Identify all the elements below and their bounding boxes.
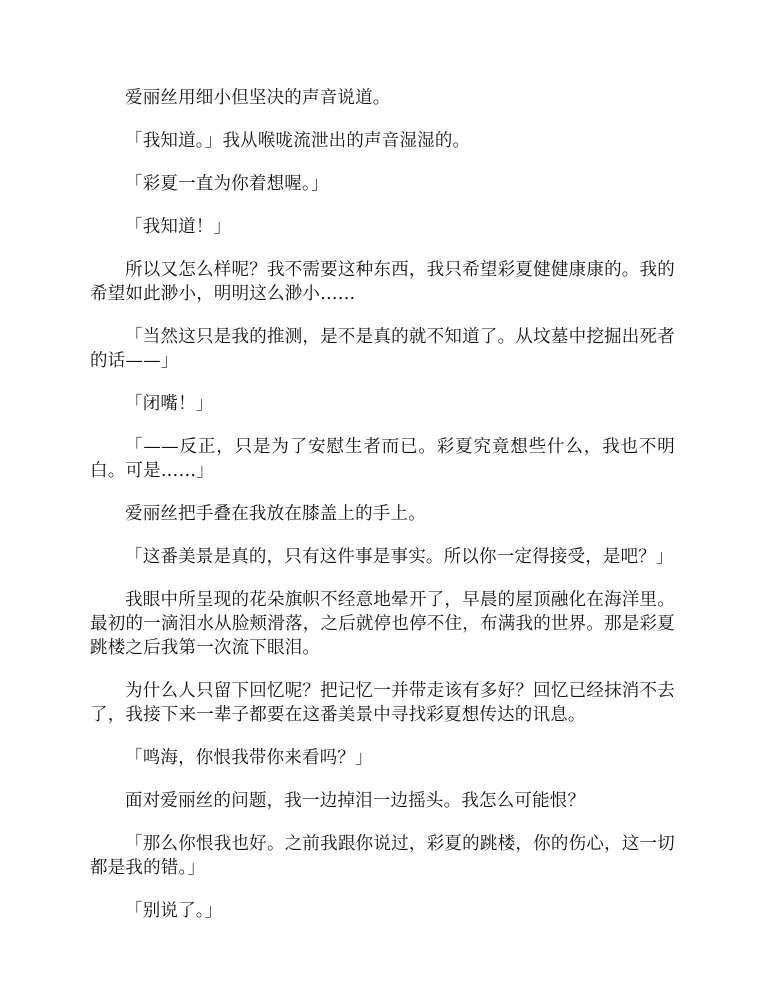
paragraph: 「——反正，只是为了安慰生者而已。彩夏究竟想些什么，我也不明白。可是……」 — [90, 437, 675, 481]
paragraph: 「闭嘴！」 — [125, 394, 214, 414]
paragraph: 为什么人只留下回忆呢？把记忆一并带走该有多好？回忆已经抹消不去了，我接下来一辈子都要在这番美景中寻找彩夏想传达的讯息。 — [90, 681, 675, 725]
paragraph: 「我知道。」我从喉咙流泄出的声音湿湿的。 — [125, 131, 471, 151]
paragraph: 「那么你恨我也好。之前我跟你说过，彩夏的跳楼，你的伤心，这一切都是我的错。」 — [90, 834, 675, 878]
paragraph: 「当然这只是我的推测，是不是真的就不知道了。从坟墓中挖掘出死者的话——」 — [90, 327, 675, 371]
paragraph: 「我知道！」 — [125, 217, 232, 237]
paragraph: 「这番美景是真的，只有这件事是事实。所以你一定得接受，是吧？」 — [125, 547, 674, 567]
paragraph: 爱丽丝用细小但坚决的声音说道。 — [125, 88, 391, 108]
document-page — [90, 86, 675, 942]
paragraph: 爱丽丝把手叠在我放在膝盖上的手上。 — [125, 504, 426, 524]
paragraph: 「鸣海，你恨我带你来看吗？」 — [125, 748, 373, 768]
paragraph: 所以又怎么样呢？我不需要这种东西，我只希望彩夏健健康康的。我的希望如此渺小，明明这么渺小…… — [90, 260, 675, 304]
paragraph: 「彩夏一直为你着想喔。」 — [125, 174, 329, 194]
paragraph: 面对爱丽丝的问题，我一边掉泪一边摇头。我怎么可能恨？ — [125, 791, 586, 811]
paragraph: 「别说了。」 — [125, 901, 223, 921]
paragraph: 我眼中所呈现的花朵旗帜不经意地晕开了，早晨的屋顶融化在海洋里。最初的一滴泪水从脸颊滑落，之后就停也停不住，布满我的世界。那是彩夏跳楼之后我第一次流下眼泪。 — [90, 590, 675, 658]
